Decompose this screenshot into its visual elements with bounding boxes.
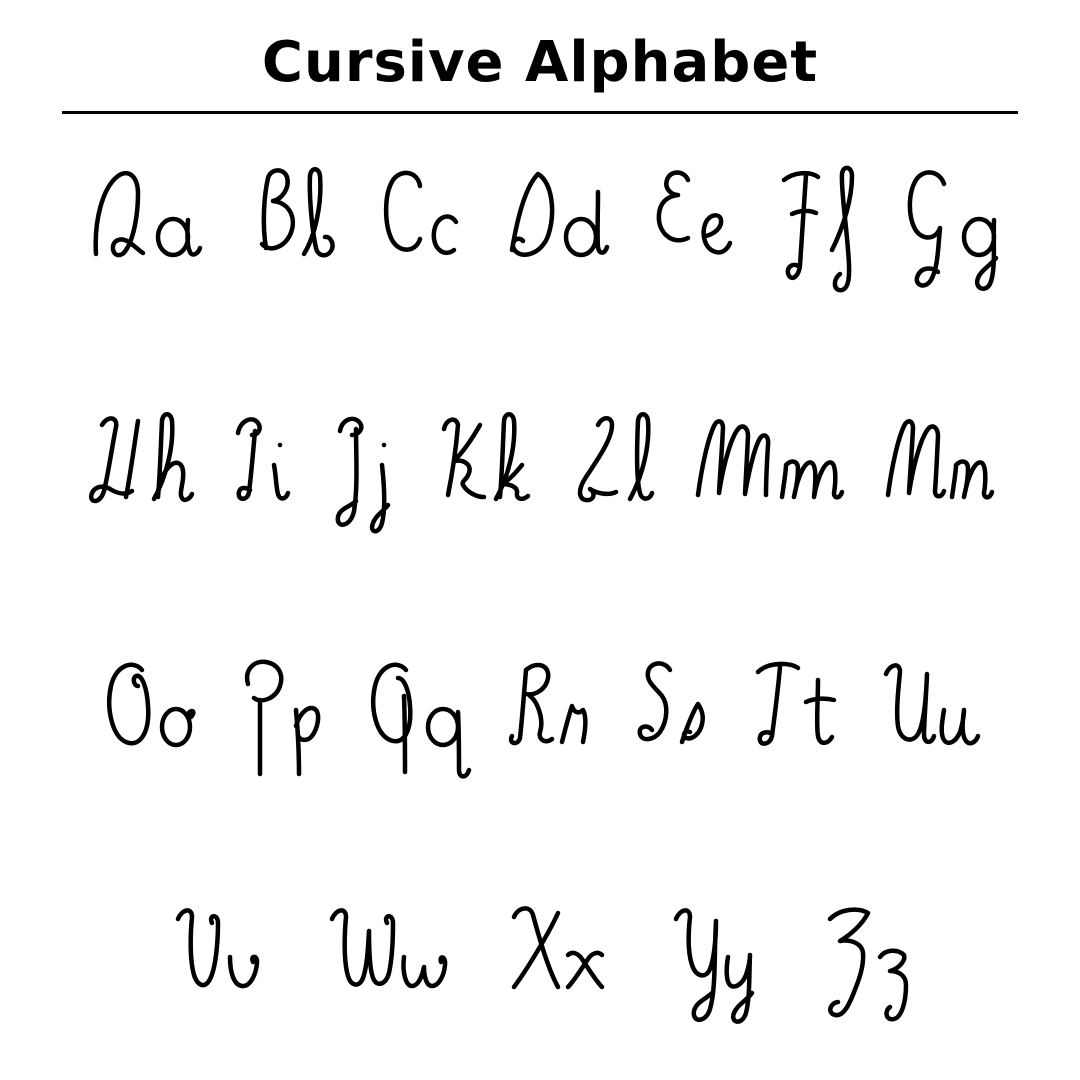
letter-pair-text [872,790,873,791]
lowercase-a-glyph [158,219,200,255]
letter-pair-Kk [432,395,532,545]
lowercase-r-glyph [562,706,585,742]
lowercase-k-glyph [496,414,528,499]
lowercase-c-glyph [434,217,456,253]
lowercase-q-glyph [428,709,469,776]
letter-pair-text [84,545,85,546]
cursive-pair-glyphs [432,395,532,545]
letter-pair-Vv [166,885,262,1035]
cursive-pair-glyphs [500,640,594,790]
uppercase-A-glyph [96,173,143,255]
letter-pair-text [326,545,327,546]
cursive-pair-glyphs [880,395,996,545]
letter-pair-text [566,545,567,546]
cursive-pair-glyphs [820,885,914,1035]
lowercase-x-glyph [568,953,602,987]
lowercase-g-glyph [964,219,996,289]
uppercase-V-glyph [178,910,218,985]
lowercase-z-glyph [880,951,906,1020]
uppercase-K-glyph [444,420,484,497]
lowercase-f-glyph [832,168,852,290]
letter-pair-Aa [80,150,202,300]
letter-pair-Ww [320,885,448,1035]
letter-pair-Ll [566,395,656,545]
lowercase-w-glyph [403,957,445,986]
uppercase-L-glyph [580,418,616,500]
uppercase-G-glyph [910,172,944,285]
letter-pair-text [500,790,501,791]
lowercase-y-glyph [727,955,752,1022]
lowercase-j-glyph [372,445,388,531]
alphabet-row-1 [0,150,1080,300]
cursive-pair-glyphs [372,150,460,300]
letter-pair-Ii [228,395,292,545]
title-divider [62,111,1018,114]
uppercase-Q-glyph [373,665,410,772]
cursive-pair-glyphs [566,395,656,545]
letter-pair-text [98,790,99,791]
letter-pair-Zz [820,885,914,1035]
uppercase-R-glyph [511,665,552,743]
cursive-pair-glyphs [84,395,194,545]
uppercase-M-glyph [698,421,768,495]
letter-pair-text [746,790,747,791]
cursive-pair-glyphs [98,640,196,790]
letter-pair-Ss [628,640,712,790]
letter-pair-Xx [506,885,606,1035]
cursive-pair-glyphs [506,885,606,1035]
cursive-pair-glyphs [894,150,1000,300]
uppercase-W-glyph [332,910,393,984]
letter-pair-text [628,790,629,791]
uppercase-Z-glyph [830,910,868,1016]
letter-pair-text [320,1035,321,1036]
letter-pair-text [880,545,881,546]
letter-pair-Gg [894,150,1000,300]
letter-pair-text [690,545,691,546]
lowercase-e-glyph [704,215,730,252]
letter-pair-text [360,790,361,791]
page-title: Cursive Alphabet [261,30,819,95]
letter-pair-Dd [494,150,610,300]
cursive-pair-glyphs [746,640,838,790]
lowercase-s-glyph [682,704,703,742]
letter-pair-Nn [880,395,996,545]
letter-pair-text [80,300,81,301]
letter-pair-Oo [98,640,196,790]
uppercase-D-glyph [512,174,552,255]
lowercase-l-glyph [630,414,652,499]
lowercase-o-glyph [162,709,193,745]
letter-pair-text [432,545,433,546]
letter-pair-text [768,300,769,301]
cursive-pair-glyphs [326,395,398,545]
letter-pair-text [372,300,373,301]
letter-pair-Yy [664,885,762,1035]
uppercase-E-glyph [659,173,688,241]
letter-pair-Jj [326,395,398,545]
lowercase-h-glyph [154,414,192,500]
uppercase-F-glyph [784,173,818,278]
cursive-pair-glyphs [628,640,712,790]
lowercase-d-glyph [566,192,607,255]
letter-pair-text [236,300,237,301]
letter-pair-text [644,300,645,301]
lowercase-b-glyph [304,169,333,255]
uppercase-N-glyph [888,421,944,496]
letter-pair-text [506,1035,507,1036]
uppercase-X-glyph [514,908,558,987]
cursive-pair-glyphs [320,885,448,1035]
letter-pair-Uu [872,640,982,790]
letter-pair-Cc [372,150,460,300]
cursive-pair-glyphs [664,885,762,1035]
cursive-pair-glyphs [80,150,202,300]
letter-pair-text [230,790,231,791]
lowercase-m-glyph [782,462,842,498]
alphabet-grid [0,150,1080,1035]
letter-pair-Pp [230,640,326,790]
alphabet-row-2 [0,395,1080,545]
letter-pair-Ff [768,150,860,300]
cursive-pair-glyphs [768,150,860,300]
lowercase-u-glyph [942,710,978,743]
lowercase-p-glyph [296,708,318,774]
letter-pair-Ee [644,150,734,300]
uppercase-Y-glyph [676,910,716,1019]
letter-pair-Qq [360,640,466,790]
letter-pair-Rr [500,640,594,790]
alphabet-row-4 [0,885,1080,1035]
letter-pair-text [228,545,229,546]
cursive-pair-glyphs [230,640,326,790]
uppercase-S-glyph [640,663,670,739]
letter-pair-text [664,1035,665,1036]
cursive-pair-glyphs [228,395,292,545]
uppercase-P-glyph [247,662,281,774]
lowercase-t-glyph [806,680,834,743]
letter-pair-text [894,300,895,301]
lowercase-v-glyph [230,957,257,986]
letter-pair-Mm [690,395,846,545]
cursive-pair-glyphs [690,395,846,545]
letter-pair-Bb [236,150,338,300]
letter-pair-Tt [746,640,838,790]
cursive-pair-glyphs [166,885,262,1035]
cursive-pair-glyphs [236,150,338,300]
letter-pair-text [166,1035,167,1036]
alphabet-row-3 [0,640,1080,790]
uppercase-T-glyph [758,664,798,744]
uppercase-O-glyph [109,665,148,743]
uppercase-I-glyph [238,419,260,498]
cursive-pair-glyphs [360,640,466,790]
uppercase-B-glyph [262,170,293,248]
letter-pair-Hh [84,395,194,545]
cursive-pair-glyphs [872,640,982,790]
letter-pair-text [494,300,495,301]
letter-pair-text [820,1035,821,1036]
lowercase-i-glyph [274,445,288,498]
uppercase-J-glyph [338,419,361,525]
uppercase-C-glyph [386,173,420,250]
lowercase-n-glyph [952,462,992,498]
cursive-pair-glyphs [644,150,734,300]
uppercase-H-glyph [91,418,138,501]
uppercase-U-glyph [886,665,934,741]
cursive-pair-glyphs [494,150,610,300]
